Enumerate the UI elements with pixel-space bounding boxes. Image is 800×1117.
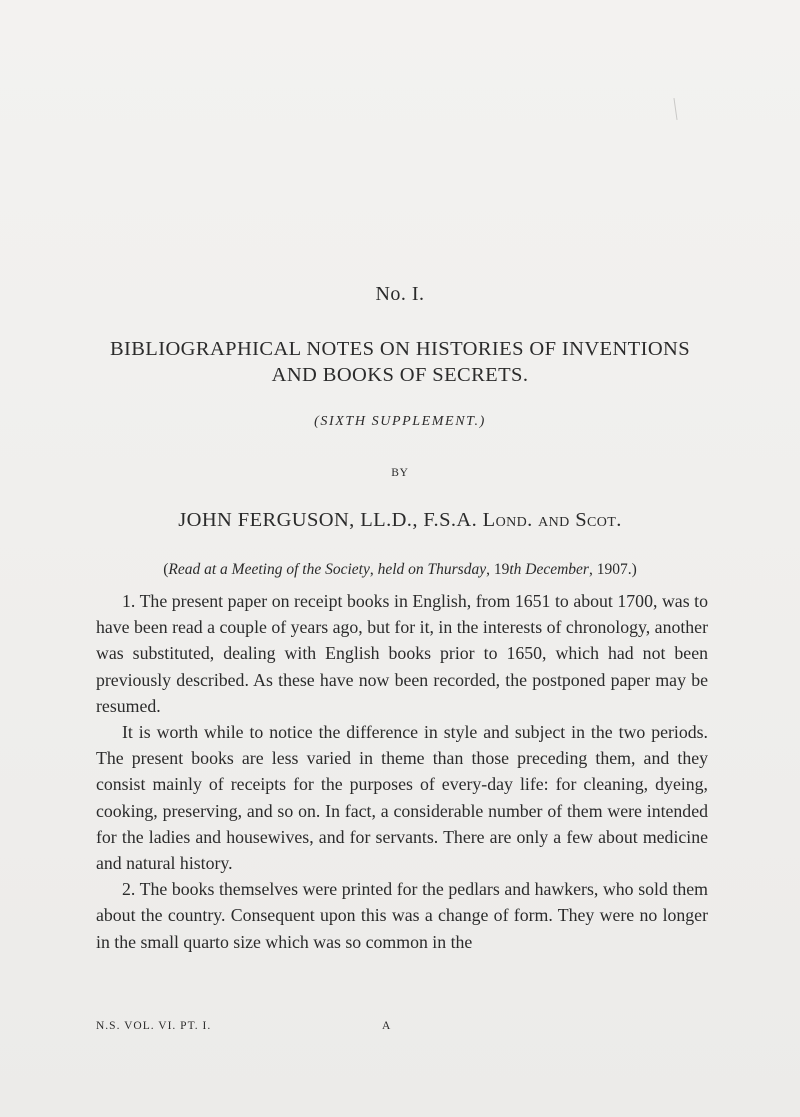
author-suffix: Lond. and Scot.: [482, 509, 622, 531]
signature-mark: A: [382, 1020, 392, 1032]
author-line: [0, 509, 800, 532]
read-note-meeting: Read at a Meeting of the Society: [168, 561, 370, 578]
read-note: [0, 561, 800, 579]
read-note-month: th December: [509, 561, 589, 578]
title-line-1: BIBLIOGRAPHICAL NOTES ON HISTORIES OF INVENTIONS: [109, 338, 691, 360]
paragraph: It is worth while to notice the difference in style and subject in the two periods. The present books are less varied in theme than those preceding them, and they consist mainly of receipts for the purposes of every-day life: for cleaning, dyeing, cooking, preserving, and so on. In fact, a considerable number of them were intended for the ladies and housewives, and for servants. There are only a few about medicine and natural history.: [96, 722, 708, 874]
body-text: [96, 588, 708, 955]
supplement-label: (SIXTH SUPPLEMENT.): [314, 414, 486, 429]
author-name: JOHN FERGUSON, LL.D., F.S.A.: [178, 509, 478, 531]
read-note-comma-1: ,: [369, 561, 378, 578]
title-line-2: AND BOOKS OF SECRETS.: [271, 364, 529, 386]
read-note-comma-2: ,: [486, 561, 494, 578]
page-footer: [96, 1020, 392, 1032]
by-label: BY: [391, 467, 409, 479]
volume-line: N.S. VOL. VI. PT. I.: [96, 1020, 212, 1032]
read-note-year: , 1907.): [588, 561, 637, 578]
paragraph: 1. The present paper on receipt books in English, from 1651 to about 1700, was to have been read a couple of years ago, but for it, in the interests of chronology, another was substituted, dealing with English books prior to 1650, which had not been previously described. As these have now been recorded, the postponed paper may be resumed.: [96, 591, 708, 716]
paragraph: 2. The books themselves were printed for the pedlars and hawkers, who sold them about the country. Consequent upon this was a change of form. They were no longer in the small quarto size which was so common in the: [96, 879, 708, 952]
read-note-open: (: [163, 561, 169, 578]
read-note-day: held on Thursday: [377, 561, 487, 578]
paper-mark: [673, 98, 677, 120]
read-note-date-number: 19: [493, 561, 510, 578]
article-number: No. I.: [375, 283, 425, 305]
